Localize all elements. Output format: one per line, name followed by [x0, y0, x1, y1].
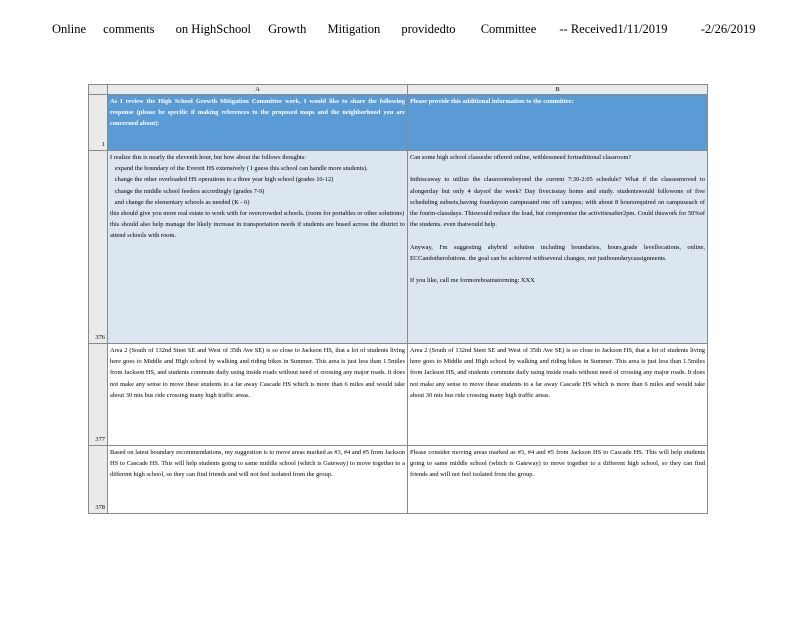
title-part: Mitigation	[327, 22, 381, 36]
title-part: Online	[52, 22, 87, 36]
title-part: Growth	[268, 22, 307, 36]
prompt-cell-a: As I review the High School Growth Mitigation Committee work, I would like to share the following response (please be specific if making references to the proposed maps and the neighborhood you are concerned about):	[108, 95, 408, 151]
row-number: 1	[89, 95, 108, 151]
table-row	[89, 344, 708, 446]
prompt-cell-b: Please provide this additional information to the committee:	[408, 95, 708, 151]
title-part: comments	[103, 22, 155, 36]
row-number: 377	[89, 344, 108, 446]
column-header-b: B	[408, 85, 708, 95]
title-part: Committee	[480, 22, 537, 36]
comment-cell-b: Can some high school classesbe offered online, withlessneed fortraditional classroom? Inthiscaway to utilize the classroomsbeyond the current 7:30-2:05 schedule? What if the classesmoved to alongerday but only 4 daysof the week? Day fivecisstay home and study. studentswould followone of five scheduling subsets,having fourdayson campusand one off campus; with about 8 hoursrequired on campuseach of the fourin-classdays. Thiswould reduce the load, but compromise the activitiesafter2pm. Could thiswork for 50%of the students. even thatwould help. Anyway, I'm suggesting ahybrid solution including boundaries, hours,grade levellocations, online, ECCandotherolutions. the goal can be achieved withseveral changes, not justboundarycassignments. If you like, call me formoreboainstorming: XXX	[408, 151, 708, 344]
comment-cell-a: Area 2 (South of 132nd Steet SE and West of 35th Ave SE) is so close to Jackson HS, that a lot of students living here goes to Middle and High school by walking and riding bikes in Summer. This area is just less than 1.5miles from Jackson HS, and students commute daily using inside roads without need of crossing any major roads. It does not make any sense to move these students to a far away Cascade HS which is more than 6 miles and would take about 30 mts bus ride crossing many high traffic areas.	[108, 344, 408, 446]
table-row	[89, 151, 708, 344]
row-number: 378	[89, 446, 108, 514]
document-title	[52, 22, 756, 42]
comment-cell-b: Please consider moving areas marked as #3, #4 and #5 from Jackson HS to Cascade HS. This will help students going to same middle school (which is Gateway) to move together to a different high school, so they can find friends and will not feel isolated from the group.	[408, 446, 708, 514]
title-part: providedto	[401, 22, 456, 36]
title-part: on HighSchool	[175, 22, 252, 36]
row-number: 376	[89, 151, 108, 344]
comments-table	[88, 84, 708, 514]
column-header-row	[89, 85, 708, 95]
comment-cell-a: I realize this is nearly the eleventh hour, but how about the follows thoughts: expand the boundary of the Everett HS extensively ( I guess this school can handle more students). change the other overloaded HS operations to a three year high school (grades 10-12) change the middle school feeders accordingly (grades 7-9) and change the elementary schools as needed (K - 6) this should give you more real estate to work with for overcrowded schools. (room for portables or other solutions) this should also help manage the likely increase in transportation needs if students are bused across the district to attend schools with room.	[108, 151, 408, 344]
comment-cell-a: Based on latest boundary recommendations, my suggestion is to move areas marked as #3, #4 and #5 from Jackson HS to Cascade HS. This will help students going to same middle school (which is Gateway) to move together to a different high school, so they can find friends and will not feel isolated from the group.	[108, 446, 408, 514]
comment-cell-b: Area 2 (South of 132nd Steet SE and West of 35th Ave SE) is so close to Jackson HS, that a lot of students living here goes to Middle and High school by walking and riding bikes in Summer. This area is just less than 1.5miles from Jackson HS, and students commute daily using inside roads without need of crossing any major roads. It does not make any sense to move these students to a far away Cascade HS which is more than 6 miles and would take about 30 mts bus ride crossing many high traffic areas.	[408, 344, 708, 446]
corner-cell	[89, 85, 108, 95]
table-row	[89, 95, 708, 151]
title-part: -- Received1/11/2019	[559, 22, 668, 36]
table-row	[89, 446, 708, 514]
column-header-a: A	[108, 85, 408, 95]
title-part: -2/26/2019	[700, 22, 756, 36]
